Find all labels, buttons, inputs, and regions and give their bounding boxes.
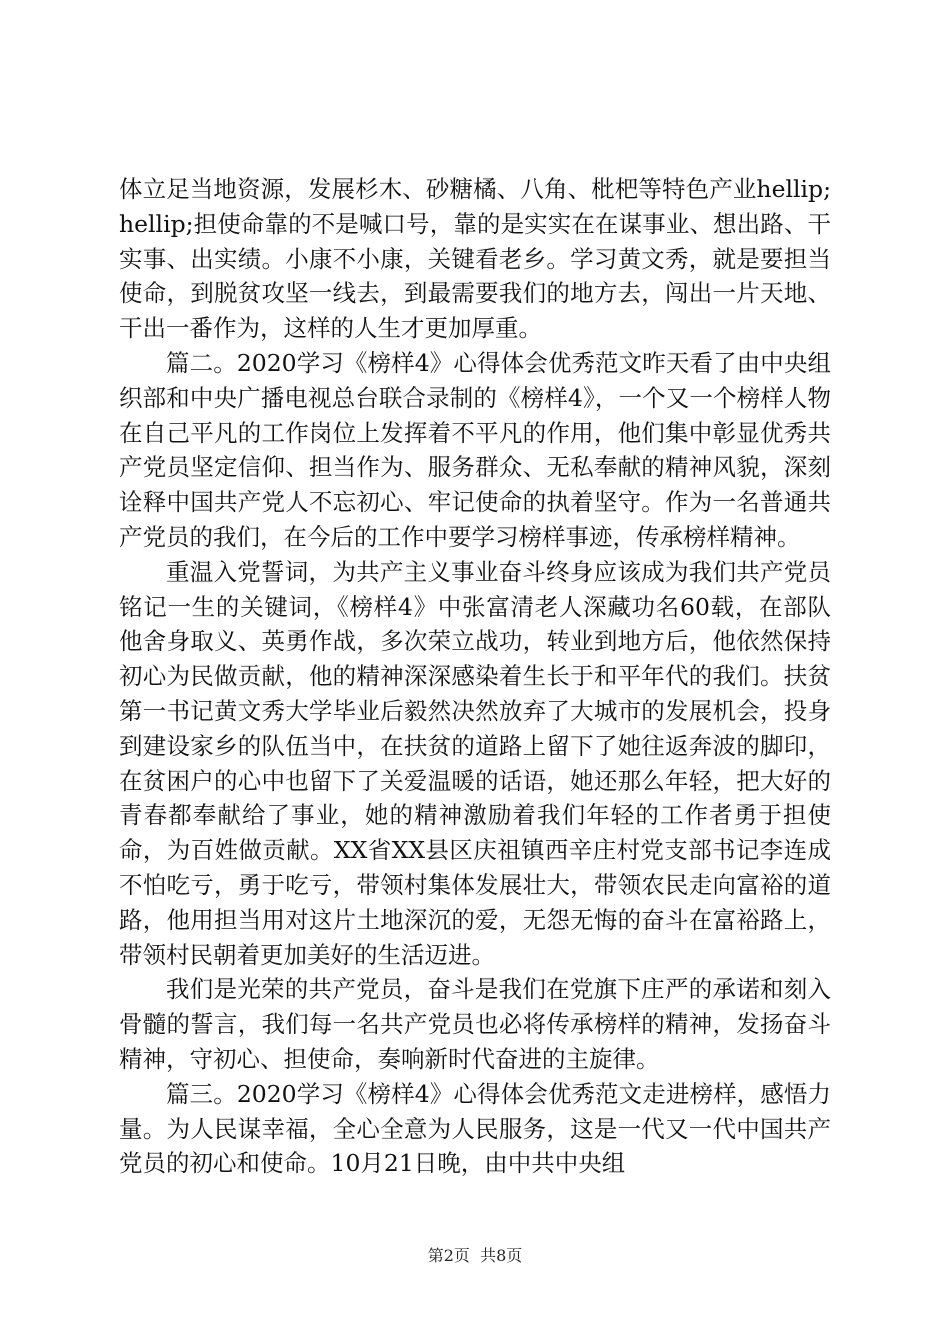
- paragraph-1: 体立足当地资源，发展杉木、砂糖橘、八角、枇杷等特色产业hellip;hellip;担使命靠的不是喊口号，靠的是实实在在谋事业、想出路、干实事、出实绩。小康不小康，关键看老乡。学习黄文秀，就是要担当使命，到脱贫攻坚一线去，到最需要我们的地方去，闯出一片天地、干出一番作为，这样的人生才更加厚重。: [119, 175, 831, 343]
- paragraph-5: 篇三。2020学习《榜样4》心得体会优秀范文走进榜样，感悟力量。为人民谋幸福，全心全意为人民服务，这是一代又一代中国共产党员的初心和使命。10月21日晚，由中共中央组: [119, 1079, 831, 1178]
- paragraph-2: 篇二。2020学习《榜样4》心得体会优秀范文昨天看了由中央组织部和中央广播电视总台联合录制的《榜样4》，一个又一个榜样人物在自己平凡的工作岗位上发挥着不平凡的作用，他们集中彰显优秀共产党员坚定信仰、担当作为、服务群众、无私奉献的精神风貌，深刻诠释中国共产党人不忘初心、牢记使命的执着坚守。作为一名普通共产党员的我们，在今后的工作中要学习榜样事迹，传承榜样精神。: [119, 348, 831, 551]
- paragraph-4: 我们是光荣的共产党员，奋斗是我们在党旗下庄严的承诺和刻入骨髓的誓言，我们每一名共产党员也必将传承榜样的精神，发扬奋斗精神，守初心、担使命，奏响新时代奋进的主旋律。: [119, 975, 831, 1073]
- document-body: [119, 172, 831, 1181]
- paragraph-3: 重温入党誓词，为共产主义事业奋斗终身应该成为我们共产党员铭记一生的关键词，《榜样4》中张富清老人深藏功名60载，在部队他舍身取义、英勇作战，多次荣立战功，转业到地方后，他依然保持初心为民做贡献，他的精神深深感染着生长于和平年代的我们。扶贫第一书记黄文秀大学毕业后毅然决然放弃了大城市的发展机会，投身到建设家乡的队伍当中，在扶贫的道路上留下了她往返奔波的脚印，在贫困户的心中也留下了关爱温暖的话语，她还那么年轻，把大好的青春都奉献给了事业，她的精神激励着我们年轻的工作者勇于担使命，为百姓做贡献。XX省XX县区庆祖镇西辛庄村党支部书记李连成不怕吃亏，勇于吃亏，带领村集体发展壮大，带领农民走向富裕的道路，他用担当用对这片土地深沉的爱，无怨无悔的奋斗在富裕路上，带领村民朝着更加美好的生活迈进。: [119, 557, 831, 969]
- page-footer: 第2页 共8页: [427, 1246, 523, 1265]
